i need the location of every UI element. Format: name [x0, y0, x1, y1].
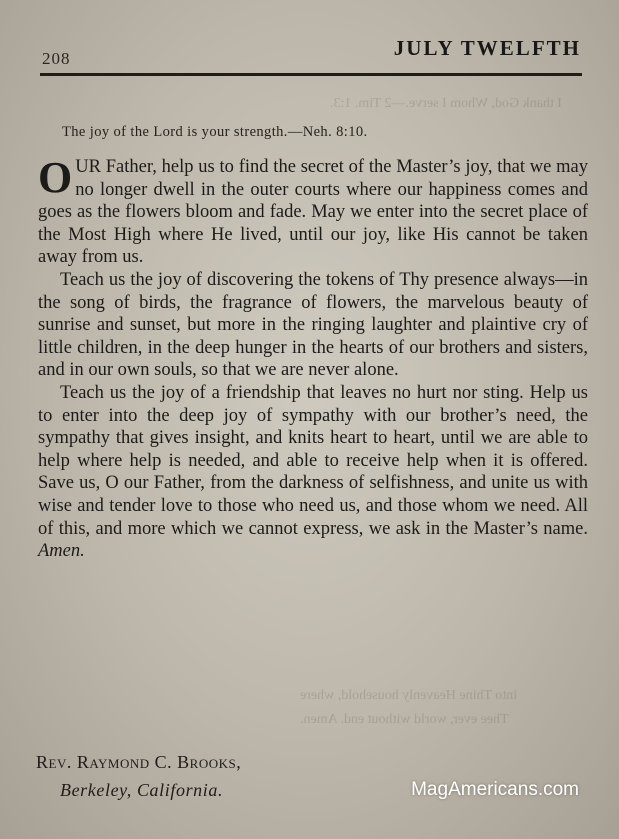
paragraph: Teach us the joy of discovering the tokens of Thy presence always—in the song of birds, the fragrance of flowers, the marvelous beauty of sunrise and sunset, but more in the ringing laughter and plaintive cry of little children, in the deep hunger in the hearts of our brothers and sisters, and in our own souls, so that we are never alone.	[38, 269, 588, 381]
paragraph	[38, 382, 588, 563]
author-name: Rev. Raymond C. Brooks,	[36, 752, 242, 772]
paragraph-text: UR Father, help us to find the secret of the Master’s joy, that we may no longer dwell in the outer courts where our happiness comes and goes as the flowers bloom and fade. May we enter into the secret place of the Most High where He lived, until our joy, like His cannot be taken away from us.	[38, 157, 588, 268]
watermark: MagAmericans.com	[411, 779, 579, 800]
paragraph-text: Teach us the joy of a friendship that leaves no hurt nor sting. Help us to enter into the deep joy of sympathy with our brother’s need, the sympathy that gives insight, and knits heart to heart, until we are able to help where help is needed, and able to receive help when it is offered. Save us, O our Father, from the darkness of selfishness, and unite us with wise and tender love to those who need us, and those whom we need. All of this, and more which we cannot express, we ask in the Master’s name.	[38, 382, 588, 539]
signature	[36, 748, 241, 804]
paragraph	[38, 153, 588, 269]
amen: Amen.	[38, 541, 85, 562]
bleed-through-text: Thee ever, world without end. Amen.	[300, 712, 509, 727]
header-rule	[40, 73, 582, 76]
bleed-through-text: into Thine Heavenly household, where	[300, 688, 518, 703]
page-title: JULY TWELFTH	[393, 36, 581, 60]
page-number: 208	[42, 49, 71, 68]
bleed-through-text: I thank God, Whom I serve.—2 Tim. 1:3.	[330, 96, 562, 111]
author-place: Berkeley, California.	[60, 780, 224, 800]
epigraph: The joy of the Lord is your strength.—Neh. 8:10.	[62, 124, 368, 140]
drop-cap: O	[38, 153, 73, 202]
prayer-text	[38, 153, 588, 563]
